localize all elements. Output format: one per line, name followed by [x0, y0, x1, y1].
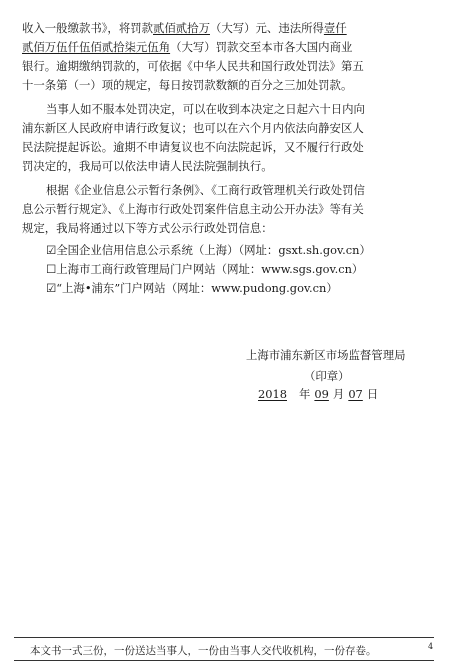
date-month: 09	[314, 387, 329, 401]
footer-rule	[14, 637, 434, 638]
date-unit: 年	[299, 387, 311, 401]
fine-amount-underlined: 贰佰贰拾万	[153, 21, 210, 35]
publication-option-pudong: ☑“上海•浦东”门户网站（网址：www.pudong.gov.cn）	[46, 281, 338, 295]
issue-date	[246, 386, 378, 402]
date-unit: 月	[332, 387, 345, 401]
paragraph-line: 当事人如不服本处罚决定，可以在收到本决定之日起六十日内向	[46, 102, 365, 116]
paragraph-line: 十一条第（一）项的规定，每日按罚款数额的百分之三加处罚款。	[22, 78, 353, 92]
seal-mark: （印章）	[304, 369, 350, 383]
paragraph-line: 民法院提起诉讼。逾期不申请复议也不向法院起诉，又不履行行政处	[22, 140, 364, 154]
paragraph-line: 浦东新区人民政府申请行政复议；也可以在六个月内依法向静安区人	[22, 121, 364, 135]
text-segment: （大写）元、违法所得	[209, 21, 324, 35]
page-number: 4	[428, 642, 434, 651]
issuing-authority: 上海市浦东新区市场监督管理局	[246, 348, 406, 362]
paragraph-line: 根据《企业信息公示暂行条例》、《工商行政管理机关行政处罚信	[46, 183, 365, 197]
paragraph-line: 罚决定的，我局可以依法申请人民法院强制执行。	[22, 159, 273, 173]
date-year: 2018	[258, 387, 287, 401]
paragraph-line	[22, 39, 434, 55]
paragraph-line: 银行。逾期缴纳罚款的，可依据《中华人民共和国行政处罚法》第五	[22, 59, 364, 73]
illegal-income-underlined: 贰佰万伍仟伍佰贰拾柒元伍角	[22, 40, 171, 54]
publication-option-sgs: ☐上海市工商行政管理局门户网站（网址：www.sgs.gov.cn）	[46, 262, 364, 276]
text-segment: （大写）罚款交至本市各大国内商业	[170, 40, 353, 54]
footer-rule-bottom	[14, 660, 434, 661]
paragraph-line: 息公示暂行规定》、《上海市行政处罚案件信息主动公开办法》等有关	[22, 202, 364, 216]
footer-note: 本文书一式三份，一份送达当事人，一份由当事人交代收机构，一份存卷。	[30, 645, 377, 657]
text-segment: 收入一般缴款书》，将罚款	[22, 21, 153, 35]
date-day: 07	[348, 387, 363, 401]
illegal-income-underlined: 壹仟	[323, 21, 347, 35]
paragraph-line	[22, 20, 434, 36]
publication-option-gsxt: ☑全国企业信用信息公示系统（上海）（网址：gsxt.sh.gov.cn）	[46, 243, 371, 257]
date-unit: 日	[366, 387, 379, 401]
paragraph-line: 规定，我局将通过以下等方式公示行政处罚信息：	[22, 221, 273, 235]
